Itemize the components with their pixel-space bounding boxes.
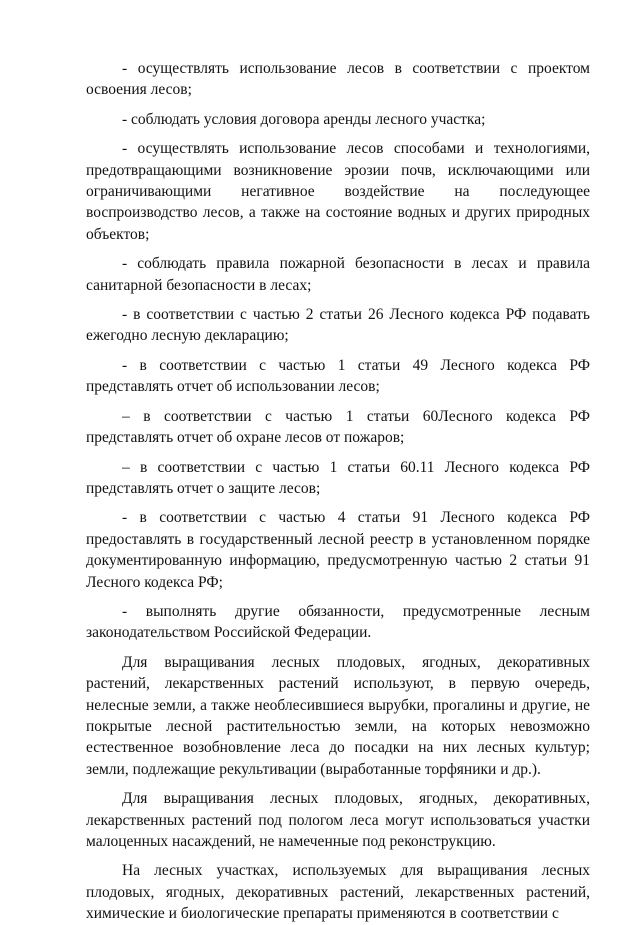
obligation-item-usage-report: - в соответствии с частью 1 статьи 49 Лесного кодекса РФ представлять отчет об использовании лесов;	[86, 356, 590, 396]
body-paragraph-land-selection: Для выращивания лесных плодовых, ягодных, декоративных растений, лекарственных растений используют, в первую очередь, нелесные земли, а также необлесившиеся вырубки, прогалины и другие, не покрытые лесной растительностью земли, на которых невозможно естественное возобновление леса до посадки на них лесных культур; земли, подлежащие рекультивации (выработанные торфяники и др.).	[86, 653, 590, 778]
obligation-item-other-duties: - выполнять другие обязанности, предусмотренные лесным законодательством Российской Федерации.	[86, 602, 590, 642]
obligation-item-fire-safety: - соблюдать правила пожарной безопасности в лесах и правила санитарной безопасности в лесах;	[86, 255, 590, 294]
obligation-item-forest-development-project: - осуществлять использование лесов в соответствии с проектом освоения лесов;	[86, 60, 590, 99]
obligation-item-lease-terms: - соблюдать условия договора аренды лесного участка;	[122, 110, 486, 128]
obligation-item-forest-declaration: - в соответствии с частью 2 статьи 26 Лесного кодекса РФ подавать ежегодно лесную декларацию;	[86, 306, 590, 345]
document-page	[86, 58, 590, 925]
obligation-item-forest-registry: - в соответствии с частью 4 статьи 91 Лесного кодекса РФ предоставлять в государственный лесной реестр в установленном порядке документированную информацию, предусмотренную частью 2 статьи 91 Лесного кодекса РФ;	[86, 509, 590, 591]
obligation-item-fire-protection-report: – в соответствии с частью 1 статьи 60Лесного кодекса РФ представлять отчет об охране лесов от пожаров;	[86, 407, 590, 447]
obligation-item-forest-protection-report: – в соответствии с частью 1 статьи 60.11 Лесного кодекса РФ представлять отчет о защите лесов;	[86, 458, 590, 497]
obligation-item-erosion-prevention: - осуществлять использование лесов способами и технологиями, предотвращающими возникновение эрозии почв, исключающими или ограничивающими негативное воздействие на последующее воспроизводство лесов, а также на состояние водных и других природных объектов;	[86, 140, 590, 243]
body-paragraph-chemical-preparations: На лесных участках, используемых для выращивания лесных плодовых, ягодных, декоративных растений, лекарственных растений, химические и биологические препараты применяются в соответствии с	[86, 862, 590, 923]
body-paragraph-under-canopy: Для выращивания лесных плодовых, ягодных, декоративных, лекарственных растений под пологом леса могут использоваться участки малоценных насаждений, не намеченные под реконструкцию.	[86, 790, 590, 850]
